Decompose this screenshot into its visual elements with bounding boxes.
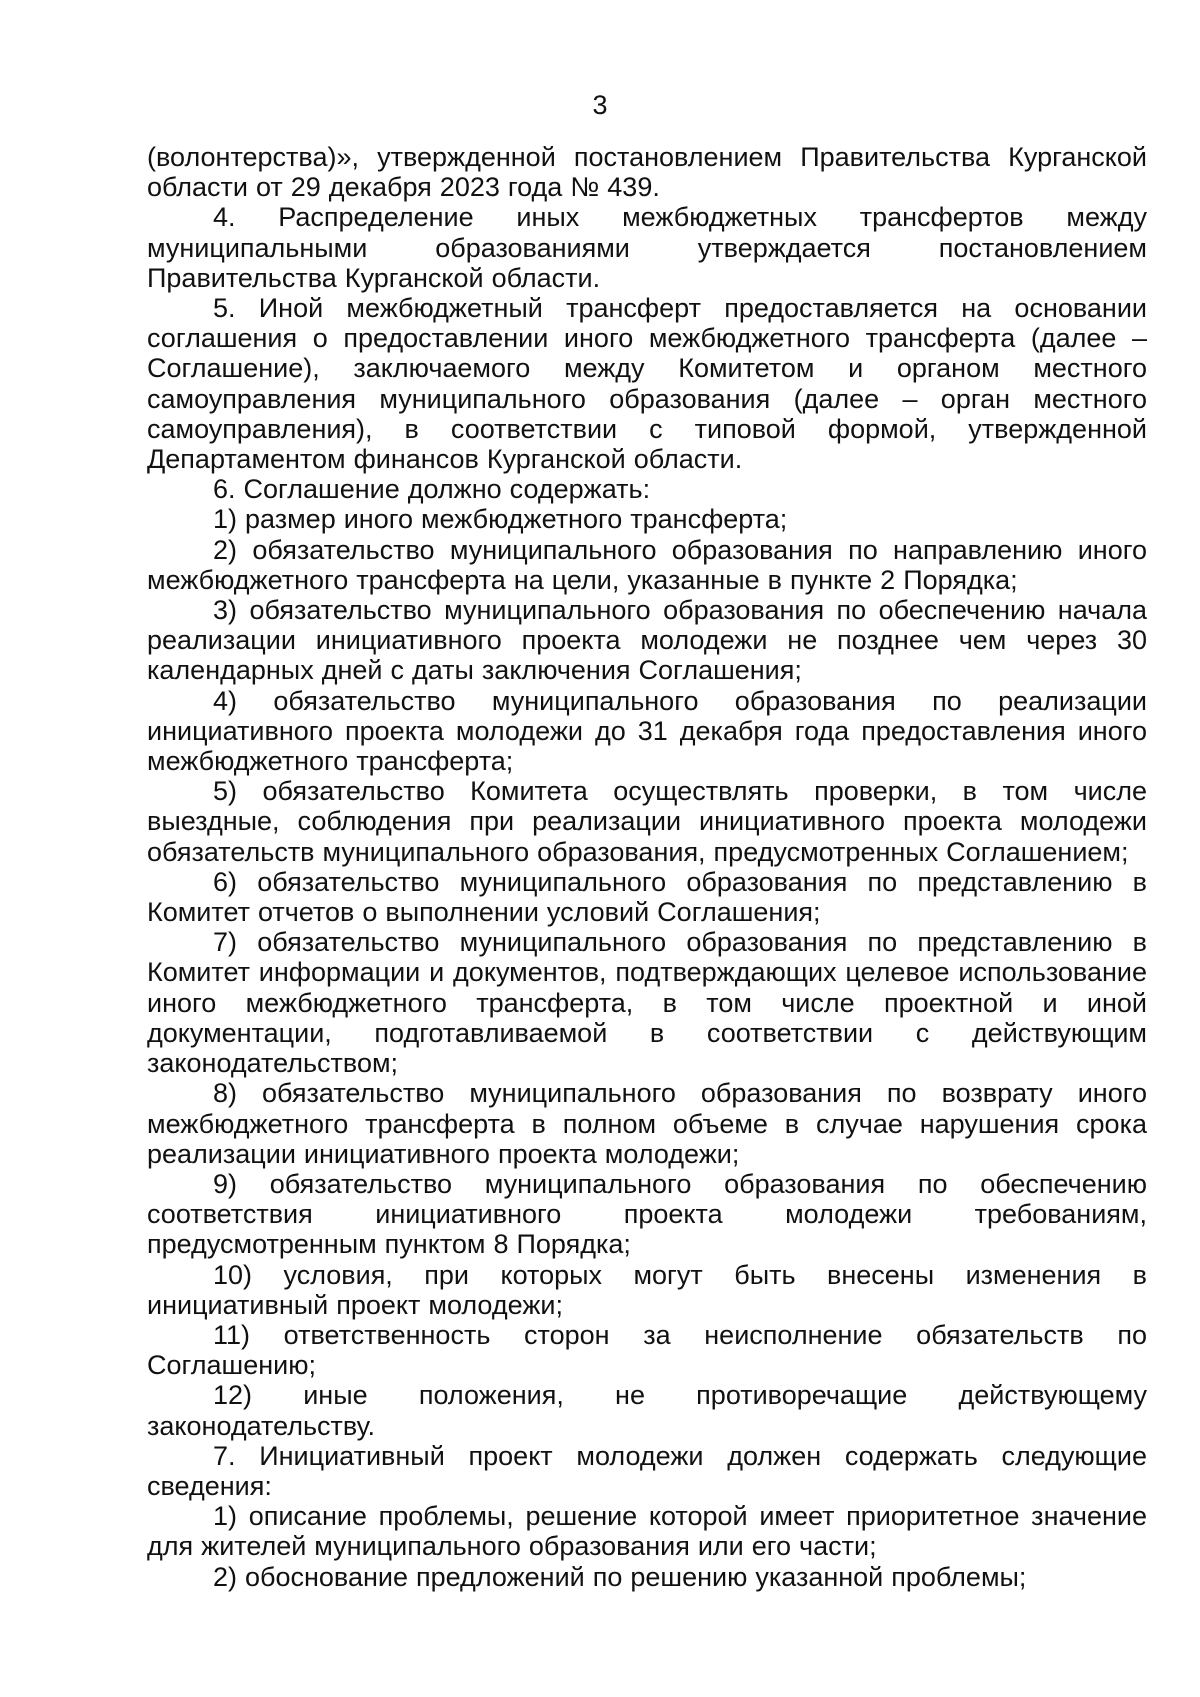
list-item-6-7: 7) обязательство муниципального образования по представлению в Комитет информации и документов, подтверждающих целевое использование иного межбюджетного трансферта, в том числе проектной и иной документации, подготавливаемой в соответствии с действующим законодательством; — [147, 927, 1147, 1079]
list-item-6-9: 9) обязательство муниципального образования по обеспечению соответствия инициативного проекта молодежи требованиям, предусмотренным пунктом 8 Порядка; — [147, 1168, 1147, 1260]
list-item-6-5: 5) обязательство Комитета осуществлять проверки, в том числе выездные, соблюдения при реализации инициативного проекта молодежи обязательств муниципального образования, предусмотренных Соглашением; — [147, 776, 1147, 867]
list-item-6-10: 10) условия, при которых могут быть внесены изменения в инициативный проект молодежи; — [147, 1259, 1147, 1320]
paragraph-item-4: 4. Распределение иных межбюджетных трансфертов между муниципальными образованиями утверждается постановлением Правительства Курганской области. — [147, 202, 1147, 293]
list-item-7-1: 1) описание проблемы, решение которой имеет приоритетное значение для жителей муниципального образования или его части; — [147, 1501, 1147, 1562]
paragraph-item-5: 5. Иной межбюджетный трансферт предоставляется на основании соглашения о предоставлении иного межбюджетного трансферта (далее – Соглашение), заключаемого между Комитетом и органом местного самоуправления муниципального образования (далее – орган местного самоуправления), в соответствии с типовой формой, утвержденной Департаментом финансов Курганской области. — [147, 293, 1147, 475]
paragraph-item-6: 6. Соглашение должно содержать: — [213, 474, 651, 505]
list-item-6-1: 1) размер иного межбюджетного трансферта; — [213, 504, 788, 535]
paragraph-continuation: (волонтерства)», утвержденной постановлением Правительства Курганской области от 29 декабря 2023 года № 439. — [147, 142, 1147, 203]
document-body — [147, 142, 1147, 1592]
page-number: 3 — [592, 90, 608, 120]
list-item-7-2: 2) обоснование предложений по решению указанной проблемы; — [213, 1561, 1027, 1592]
paragraph-item-7: 7. Инициативный проект молодежи должен содержать следующие сведения: — [147, 1440, 1147, 1501]
list-item-6-2: 2) обязательство муниципального образования по направлению иного межбюджетного трансферта на цели, указанные в пункте 2 Порядка; — [147, 534, 1147, 595]
list-item-6-8: 8) обязательство муниципального образования по возврату иного межбюджетного трансферта в полном объеме в случае нарушения срока реализации инициативного проекта молодежи; — [147, 1078, 1147, 1169]
list-item-6-4: 4) обязательство муниципального образования по реализации инициативного проекта молодежи до 31 декабря года предоставления иного межбюджетного трансферта; — [147, 685, 1147, 777]
list-item-6-12: 12) иные положения, не противоречащие действующему законодательству. — [147, 1380, 1147, 1441]
list-item-6-11: 11) ответственность сторон за неисполнение обязательств по Соглашению; — [147, 1319, 1147, 1381]
list-item-6-3: 3) обязательство муниципального образования по обеспечению начала реализации инициативного проекта молодежи не позднее чем через 30 календарных дней с даты заключения Соглашения; — [147, 595, 1147, 686]
list-item-6-6: 6) обязательство муниципального образования по представлению в Комитет отчетов о выполнении условий Соглашения; — [147, 866, 1147, 928]
